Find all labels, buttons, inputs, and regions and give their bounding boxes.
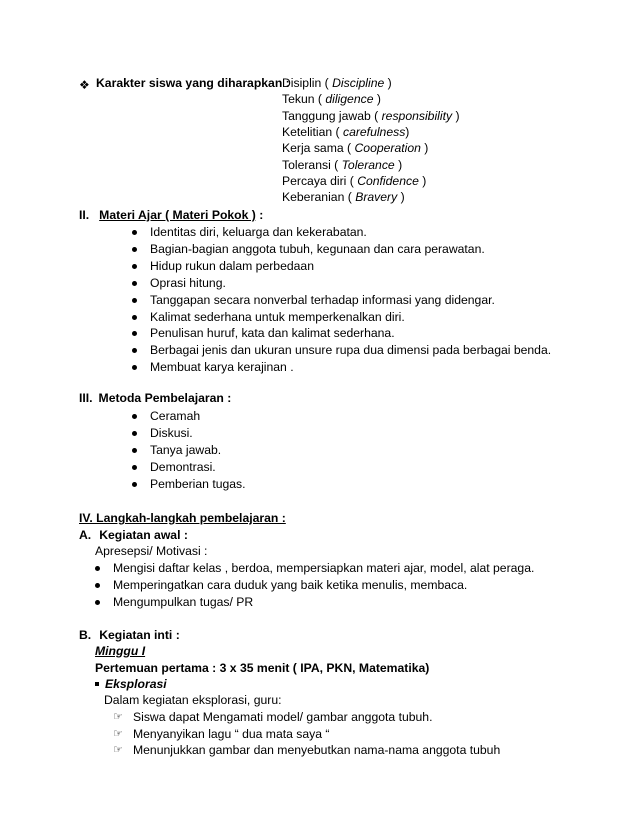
eksplorasi-item [113, 709, 432, 725]
section-2-colon: : [255, 208, 264, 222]
kegiatan-awal-item-text: Memperingatkan cara duduk yang baik ketika menulis, membaca. [113, 577, 468, 592]
bullet-icon [132, 281, 137, 286]
section-4-title: IV. Langkah-langkah pembelajaran : [79, 511, 286, 525]
eksplorasi-heading [95, 676, 167, 692]
metoda-item [132, 425, 193, 441]
materi-item [132, 309, 405, 325]
karakter-item-english: Discipline [332, 76, 385, 90]
metoda-item-text: Demontrasi. [150, 459, 216, 474]
materi-item [132, 325, 395, 341]
bullet-icon [95, 583, 100, 588]
karakter-item-close: ) [420, 141, 429, 156]
materi-item-text: Tanggapan secara nonverbal terhadap informasi yang didengar. [150, 292, 495, 307]
bullet-icon [132, 414, 137, 419]
metoda-item-text: Ceramah [150, 409, 201, 423]
bullet-icon [132, 431, 137, 436]
karakter-item-english: Bravery [355, 190, 398, 205]
kegiatan-awal-item [95, 577, 467, 593]
materi-item-text: Hidup rukun dalam perbedaan [150, 258, 314, 273]
bullet-icon [132, 230, 137, 235]
pertemuan-label: Pertemuan pertama : 3 x 35 menit ( IPA, PKN, Matematika) [95, 661, 430, 675]
karakter-item [282, 157, 402, 173]
bullet-icon [132, 482, 137, 487]
section-2-number: II. [79, 208, 90, 222]
karakter-item-close: ) [384, 76, 392, 90]
metoda-item-text: Tanya jawab. [150, 442, 222, 457]
materi-item-text: Oprasi hitung. [150, 275, 226, 290]
section-3-number: III. [79, 391, 93, 405]
karakter-item-text: Disiplin ( [282, 76, 333, 90]
bullet-icon [132, 264, 137, 269]
karakter-item [282, 173, 426, 189]
karakter-item-text: Keberanian ( [282, 190, 356, 205]
karakter-item-english: Tolerance [341, 157, 395, 172]
materi-item [132, 359, 294, 375]
bullet-icon [95, 600, 100, 605]
eksplorasi-item-text: Menunjukkan gambar dan menyebutkan nama-nama anggota tubuh [133, 743, 501, 757]
karakter-item-close: ) [397, 190, 405, 205]
karakter-item-text: Tanggung jawab ( [282, 108, 382, 123]
eksplorasi-label: Eksplorasi [105, 677, 167, 691]
minggu-label: Minggu I [95, 644, 146, 658]
karakter-item-close: ) [405, 124, 410, 139]
apresepsi-label: Apresepsi/ Motivasi : [95, 544, 208, 558]
kegiatan-awal-label: A. [79, 528, 92, 542]
materi-item-text: Identitas diri, keluarga dan kekerabatan. [150, 225, 367, 239]
kegiatan-awal-heading [79, 527, 188, 543]
metoda-item-text: Diskusi. [150, 425, 193, 440]
bullet-icon [132, 348, 137, 353]
karakter-item [282, 108, 460, 124]
metoda-item [132, 459, 216, 475]
metoda-item [132, 408, 200, 424]
karakter-label: Karakter siswa yang diharapkan : [96, 76, 290, 90]
materi-item [132, 292, 495, 308]
karakter-item-english: Confidence [357, 173, 419, 188]
karakter-item-text: Percaya diri ( [282, 173, 358, 188]
kegiatan-awal-item-text: Mengumpulkan tugas/ PR [113, 594, 254, 609]
pointing-hand-icon: ☞ [113, 744, 123, 756]
eksplorasi-item [113, 742, 500, 758]
eksplorasi-item [113, 726, 329, 742]
bullet-icon [132, 465, 137, 470]
bullet-icon [132, 298, 137, 303]
pointing-hand-icon: ☞ [113, 711, 123, 723]
kegiatan-awal-title: Kegiatan awal : [99, 528, 188, 542]
materi-item [132, 224, 367, 240]
square-bullet-icon [95, 682, 99, 686]
karakter-item-text: Tekun ( [282, 92, 326, 107]
materi-item-text: Bagian-bagian anggota tubuh, kegunaan dan cara perawatan. [150, 241, 485, 256]
karakter-item [282, 189, 405, 205]
karakter-item-english: Cooperation [354, 141, 421, 156]
eksplorasi-item-text: Siswa dapat Mengamati model/ gambar anggota tubuh. [133, 710, 433, 724]
karakter-item-text: Kerja sama ( [282, 141, 355, 156]
karakter-item [282, 124, 409, 140]
karakter-item-close: ) [394, 157, 403, 172]
kegiatan-inti-heading [79, 627, 180, 643]
materi-item [132, 258, 314, 274]
section-2-title: Materi Ajar ( Materi Pokok ) [99, 208, 256, 222]
karakter-item-english: carefulness [342, 124, 406, 139]
karakter-item-close: ) [452, 108, 460, 123]
metoda-item [132, 476, 246, 492]
diamond-bullet-icon: ❖ [79, 78, 90, 92]
karakter-item-close: ) [418, 173, 427, 188]
section-3-heading [79, 390, 231, 406]
eksplorasi-item-text: Menyanyikan lagu “ dua mata saya “ [133, 726, 330, 741]
karakter-item-text: Toleransi ( [282, 157, 342, 172]
materi-item-text: Kalimat sederhana untuk memperkenalkan diri. [150, 309, 405, 324]
bullet-icon [132, 365, 137, 370]
bullet-icon [132, 315, 137, 320]
karakter-item-english: diligence [325, 92, 374, 107]
kegiatan-inti-label: B. [79, 628, 92, 642]
section-3-title: Metoda Pembelajaran : [98, 391, 232, 405]
materi-item [132, 342, 551, 358]
materi-item [132, 275, 226, 291]
kegiatan-awal-item [95, 560, 534, 576]
karakter-heading [79, 75, 290, 91]
metoda-item-text: Pemberian tugas. [150, 476, 246, 491]
pointing-hand-icon: ☞ [113, 727, 123, 740]
metoda-item [132, 442, 221, 458]
bullet-icon [132, 247, 137, 252]
kegiatan-awal-item-text: Mengisi daftar kelas , berdoa, mempersiapkan materi ajar, model, alat peraga. [113, 561, 535, 575]
bullet-icon [95, 566, 100, 571]
materi-item-text: Membuat karya kerajinan . [150, 360, 294, 375]
kegiatan-awal-item [95, 594, 253, 610]
materi-item-text: Berbagai jenis dan ukuran unsure rupa dua dimensi pada berbagai benda. [150, 343, 552, 358]
karakter-item-text: Ketelitian ( [282, 124, 343, 139]
bullet-icon [132, 331, 137, 336]
section-2-heading [79, 207, 263, 223]
kegiatan-inti-title: Kegiatan inti : [99, 628, 180, 642]
karakter-item-close: ) [373, 92, 381, 107]
karakter-item [282, 75, 392, 91]
bullet-icon [132, 448, 137, 453]
karakter-item [282, 91, 381, 107]
karakter-item-english: responsibility [381, 108, 453, 123]
eksplorasi-intro: Dalam kegiatan eksplorasi, guru: [104, 693, 282, 707]
materi-item [132, 241, 485, 257]
materi-item-text: Penulisan huruf, kata dan kalimat sederhana. [150, 326, 395, 341]
karakter-item [282, 140, 428, 156]
